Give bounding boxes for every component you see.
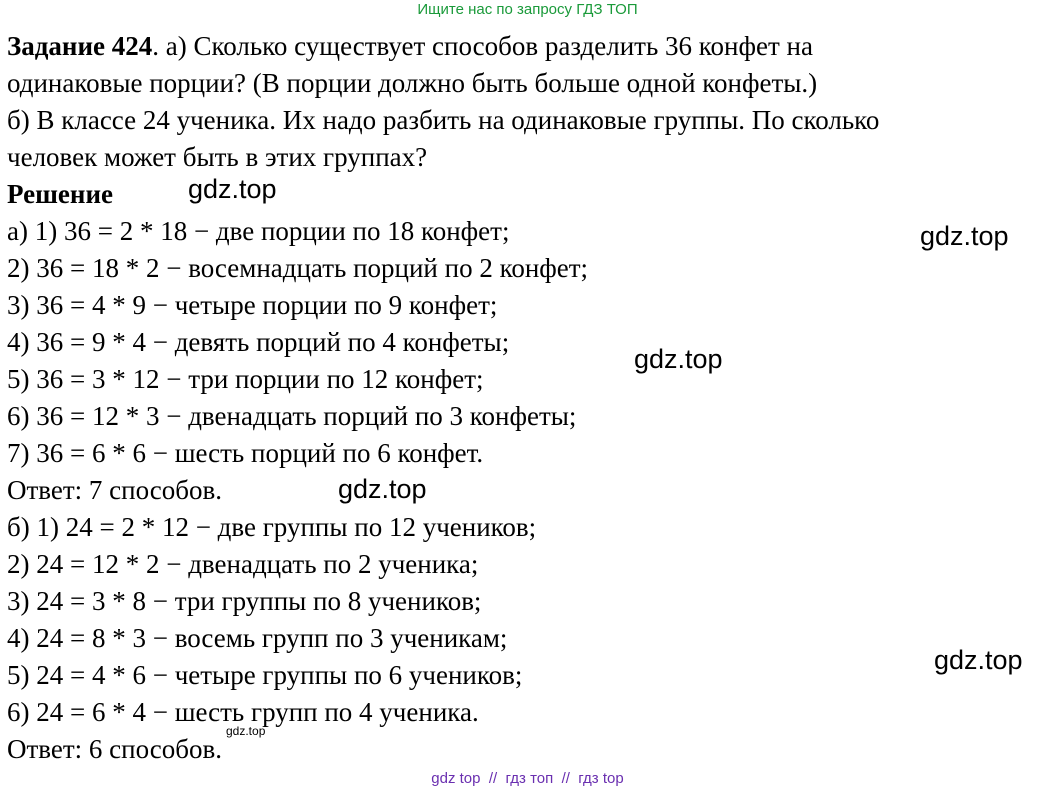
task-question-a: . а) Сколько существует способов разделить 36 конфет на — [152, 31, 813, 61]
watermark: gdz.top — [188, 174, 277, 204]
solution-b-line: 6) 24 = 6 * 4 − шесть групп по 4 ученика. — [7, 697, 479, 727]
solution-a-line: 3) 36 = 4 * 9 − четыре порции по 9 конфет; — [7, 290, 498, 320]
task-line-4: человек может быть в этих группах? — [7, 142, 428, 172]
top-banner: Ищите нас по запросу ГДЗ ТОП — [417, 1, 638, 18]
task-line-3: б) В классе 24 ученика. Их надо разбить на одинаковые группы. По сколько — [7, 105, 880, 135]
document-body — [7, 28, 1052, 768]
solution-b-line: 3) 24 = 3 * 8 − три группы по 8 учеников; — [7, 586, 482, 616]
solution-a-line: 5) 36 = 3 * 12 − три порции по 12 конфет; — [7, 364, 484, 394]
watermark: gdz.top — [934, 645, 1023, 675]
task-line-2: одинаковые порции? (В порции должно быть больше одной конфеты.) — [7, 68, 818, 98]
solution-a-line: а) 1) 36 = 2 * 18 − две порции по 18 конфет; — [7, 216, 510, 246]
answer-a: Ответ: 7 способов. — [7, 475, 222, 505]
watermark: gdz.top — [634, 344, 723, 374]
answer-b: Ответ: 6 способов. — [7, 734, 222, 764]
watermark: gdz.top — [920, 221, 1009, 251]
solution-a-line: 4) 36 = 9 * 4 − девять порций по 4 конфеты; — [7, 327, 510, 357]
task-title: Задание 424 — [7, 31, 153, 61]
solution-b-line: б) 1) 24 = 2 * 12 − две группы по 12 учеников; — [7, 512, 537, 542]
solution-b-line: 5) 24 = 4 * 6 − четыре группы по 6 учеников; — [7, 660, 523, 690]
footer-links: gdz top // гдз топ // гдз top — [431, 770, 624, 787]
solution-a-line: 7) 36 = 6 * 6 − шесть порций по 6 конфет. — [7, 438, 484, 468]
watermark: gdz.top — [338, 474, 427, 504]
solution-a-line: 2) 36 = 18 * 2 − восемнадцать порций по 2 конфет; — [7, 253, 589, 283]
solution-title: Решение — [7, 179, 113, 209]
solution-b-line: 4) 24 = 8 * 3 − восемь групп по 3 ученикам; — [7, 623, 508, 653]
watermark-small: gdz.top — [226, 724, 266, 738]
task-line-1 — [7, 28, 1052, 65]
solution-b-line: 2) 24 = 12 * 2 − двенадцать по 2 ученика; — [7, 549, 479, 579]
solution-a-line: 6) 36 = 12 * 3 − двенадцать порций по 3 конфеты; — [7, 401, 577, 431]
